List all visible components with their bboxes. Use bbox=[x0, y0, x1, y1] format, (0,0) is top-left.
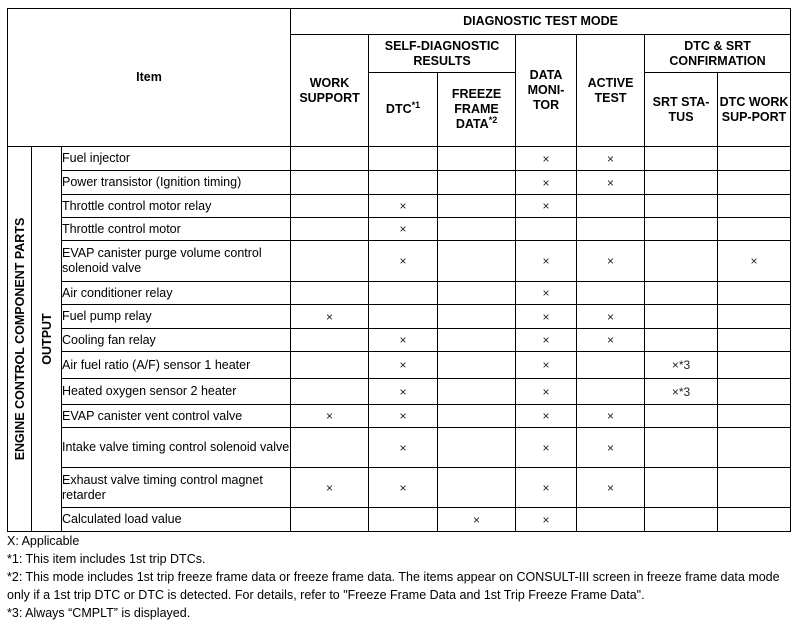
applicable-mark bbox=[718, 352, 791, 379]
item-name: EVAP canister purge volume control solenoid valve bbox=[62, 241, 291, 282]
applicable-mark bbox=[369, 305, 438, 329]
footnote-3: *3: Always “CMPLT” is displayed. bbox=[7, 606, 191, 620]
item-name: Air conditioner relay bbox=[62, 282, 291, 305]
freeze-frame-data-header: FREEZE FRAME DATA$^{*2}$ bbox=[438, 73, 516, 147]
applicable-mark bbox=[577, 379, 645, 405]
applicable-mark bbox=[291, 282, 369, 305]
applicable-mark: ×*3 bbox=[645, 379, 718, 405]
table-row bbox=[8, 218, 791, 241]
applicable-mark bbox=[645, 405, 718, 428]
item-header: Item bbox=[8, 9, 291, 147]
applicable-mark bbox=[645, 282, 718, 305]
applicable-mark bbox=[645, 241, 718, 282]
applicable-mark bbox=[645, 218, 718, 241]
applicable-mark bbox=[369, 508, 438, 532]
applicable-mark bbox=[718, 468, 791, 508]
applicable-mark: × bbox=[369, 405, 438, 428]
item-name: Power transistor (Ignition timing) bbox=[62, 171, 291, 195]
applicable-mark bbox=[291, 218, 369, 241]
applicable-mark bbox=[577, 218, 645, 241]
table-row bbox=[8, 468, 791, 508]
table-row bbox=[8, 147, 791, 171]
applicable-mark bbox=[369, 171, 438, 195]
table-row bbox=[8, 305, 791, 329]
applicable-mark bbox=[718, 195, 791, 218]
applicable-mark bbox=[645, 305, 718, 329]
applicable-mark: × bbox=[577, 147, 645, 171]
applicable-mark: × bbox=[577, 305, 645, 329]
applicable-mark: × bbox=[369, 428, 438, 468]
applicable-mark: ×*3 bbox=[645, 352, 718, 379]
item-name: Throttle control motor bbox=[62, 218, 291, 241]
applicable-mark bbox=[516, 218, 577, 241]
applicable-mark: × bbox=[369, 379, 438, 405]
applicable-mark bbox=[291, 329, 369, 352]
applicable-mark: × bbox=[577, 329, 645, 352]
item-name: EVAP canister vent control valve bbox=[62, 405, 291, 428]
applicable-mark bbox=[645, 508, 718, 532]
item-name: Fuel pump relay bbox=[62, 305, 291, 329]
item-name: Exhaust valve timing control magnet retarder bbox=[62, 468, 291, 508]
item-name: Fuel injector bbox=[62, 147, 291, 171]
applicable-mark bbox=[291, 171, 369, 195]
applicable-mark bbox=[438, 282, 516, 305]
applicable-mark: × bbox=[516, 329, 577, 352]
applicable-mark bbox=[291, 379, 369, 405]
subgroup-label-cell bbox=[32, 147, 62, 532]
applicable-mark bbox=[645, 147, 718, 171]
applicable-mark: × bbox=[369, 241, 438, 282]
subgroup-label: OUTPUT bbox=[39, 313, 54, 365]
applicable-mark bbox=[438, 305, 516, 329]
applicable-mark: × bbox=[438, 508, 516, 532]
applicable-mark bbox=[438, 379, 516, 405]
work-support-header: WORK SUPPORT bbox=[291, 35, 369, 147]
applicable-mark bbox=[438, 329, 516, 352]
dtc-srt-confirmation-header: DTC & SRT CONFIRMATION bbox=[645, 35, 791, 73]
applicable-mark bbox=[718, 282, 791, 305]
footnote-applicable: X: Applicable bbox=[7, 534, 80, 548]
applicable-mark: × bbox=[577, 405, 645, 428]
applicable-mark bbox=[718, 329, 791, 352]
applicable-mark bbox=[645, 171, 718, 195]
applicable-mark bbox=[645, 329, 718, 352]
applicable-mark bbox=[438, 241, 516, 282]
applicable-mark: × bbox=[369, 352, 438, 379]
applicable-mark: × bbox=[516, 468, 577, 508]
applicable-mark bbox=[645, 468, 718, 508]
applicable-mark bbox=[718, 405, 791, 428]
applicable-mark bbox=[438, 147, 516, 171]
applicable-mark bbox=[645, 195, 718, 218]
applicable-mark: × bbox=[369, 468, 438, 508]
applicable-mark: × bbox=[577, 241, 645, 282]
applicable-mark: × bbox=[516, 379, 577, 405]
applicable-mark: × bbox=[291, 468, 369, 508]
applicable-mark bbox=[577, 195, 645, 218]
applicable-mark bbox=[718, 305, 791, 329]
table-row bbox=[8, 195, 791, 218]
table-row bbox=[8, 352, 791, 379]
group-label: ENGINE CONTROL COMPONENT PARTS bbox=[12, 217, 27, 461]
group-label-cell bbox=[8, 147, 32, 532]
applicable-mark bbox=[291, 195, 369, 218]
footnote-2: *2: This mode includes 1st trip freeze frame data or freeze frame data. The items appear on CONSULT-III screen in freeze frame data mode only if a 1st trip DTC or DTC is detected. For details, refer to "Freeze Frame Data and 1st Trip Freeze Frame Data". bbox=[7, 570, 780, 602]
footnotes bbox=[7, 532, 792, 622]
table-row bbox=[8, 282, 791, 305]
applicable-mark bbox=[438, 171, 516, 195]
data-monitor-header: DATA MONI-TOR bbox=[516, 35, 577, 147]
applicable-mark bbox=[291, 508, 369, 532]
applicable-mark: × bbox=[516, 241, 577, 282]
applicable-mark bbox=[718, 218, 791, 241]
applicable-mark: × bbox=[516, 195, 577, 218]
dtc-header: DTC$^{*1}$ bbox=[369, 73, 438, 147]
applicable-mark: × bbox=[516, 352, 577, 379]
applicable-mark bbox=[577, 352, 645, 379]
self-diagnostic-results-header: SELF-DIAGNOSTIC RESULTS bbox=[369, 35, 516, 73]
diagnostic-test-mode-table bbox=[7, 8, 791, 532]
applicable-mark bbox=[438, 428, 516, 468]
srt-status-header: SRT STA-TUS bbox=[645, 73, 718, 147]
applicable-mark: × bbox=[369, 329, 438, 352]
applicable-mark: × bbox=[577, 171, 645, 195]
item-name: Air fuel ratio (A/F) sensor 1 heater bbox=[62, 352, 291, 379]
applicable-mark: × bbox=[577, 428, 645, 468]
item-name: Intake valve timing control solenoid valve bbox=[62, 428, 291, 468]
applicable-mark bbox=[438, 195, 516, 218]
applicable-mark: × bbox=[291, 305, 369, 329]
applicable-mark bbox=[369, 147, 438, 171]
item-name: Heated oxygen sensor 2 heater bbox=[62, 379, 291, 405]
applicable-mark bbox=[438, 468, 516, 508]
applicable-mark bbox=[577, 508, 645, 532]
applicable-mark bbox=[291, 147, 369, 171]
applicable-mark: × bbox=[291, 405, 369, 428]
applicable-mark bbox=[291, 352, 369, 379]
table-row bbox=[8, 379, 791, 405]
applicable-mark bbox=[291, 428, 369, 468]
applicable-mark bbox=[577, 282, 645, 305]
applicable-mark: × bbox=[516, 147, 577, 171]
applicable-mark bbox=[438, 218, 516, 241]
table-row bbox=[8, 171, 791, 195]
item-name: Throttle control motor relay bbox=[62, 195, 291, 218]
applicable-mark bbox=[718, 379, 791, 405]
applicable-mark: × bbox=[516, 282, 577, 305]
applicable-mark bbox=[718, 508, 791, 532]
applicable-mark: × bbox=[577, 468, 645, 508]
applicable-mark: × bbox=[516, 405, 577, 428]
applicable-mark bbox=[718, 428, 791, 468]
applicable-mark: × bbox=[516, 428, 577, 468]
dtc-work-support-header: DTC WORK SUP-PORT bbox=[718, 73, 791, 147]
applicable-mark: × bbox=[718, 241, 791, 282]
table-row bbox=[8, 329, 791, 352]
applicable-mark bbox=[645, 428, 718, 468]
table-row bbox=[8, 241, 791, 282]
applicable-mark bbox=[291, 241, 369, 282]
applicable-mark bbox=[438, 352, 516, 379]
item-name: Cooling fan relay bbox=[62, 329, 291, 352]
applicable-mark bbox=[369, 282, 438, 305]
diagnostic-test-mode-header: DIAGNOSTIC TEST MODE bbox=[291, 9, 791, 35]
applicable-mark: × bbox=[516, 305, 577, 329]
applicable-mark: × bbox=[516, 508, 577, 532]
footnote-1: *1: This item includes 1st trip DTCs. bbox=[7, 552, 206, 566]
applicable-mark: × bbox=[369, 218, 438, 241]
table-row bbox=[8, 428, 791, 468]
applicable-mark: × bbox=[369, 195, 438, 218]
active-test-header: ACTIVE TEST bbox=[577, 35, 645, 147]
applicable-mark bbox=[438, 405, 516, 428]
applicable-mark: × bbox=[516, 171, 577, 195]
table-row bbox=[8, 405, 791, 428]
table-row bbox=[8, 508, 791, 532]
item-name: Calculated load value bbox=[62, 508, 291, 532]
applicable-mark bbox=[718, 171, 791, 195]
applicable-mark bbox=[718, 147, 791, 171]
